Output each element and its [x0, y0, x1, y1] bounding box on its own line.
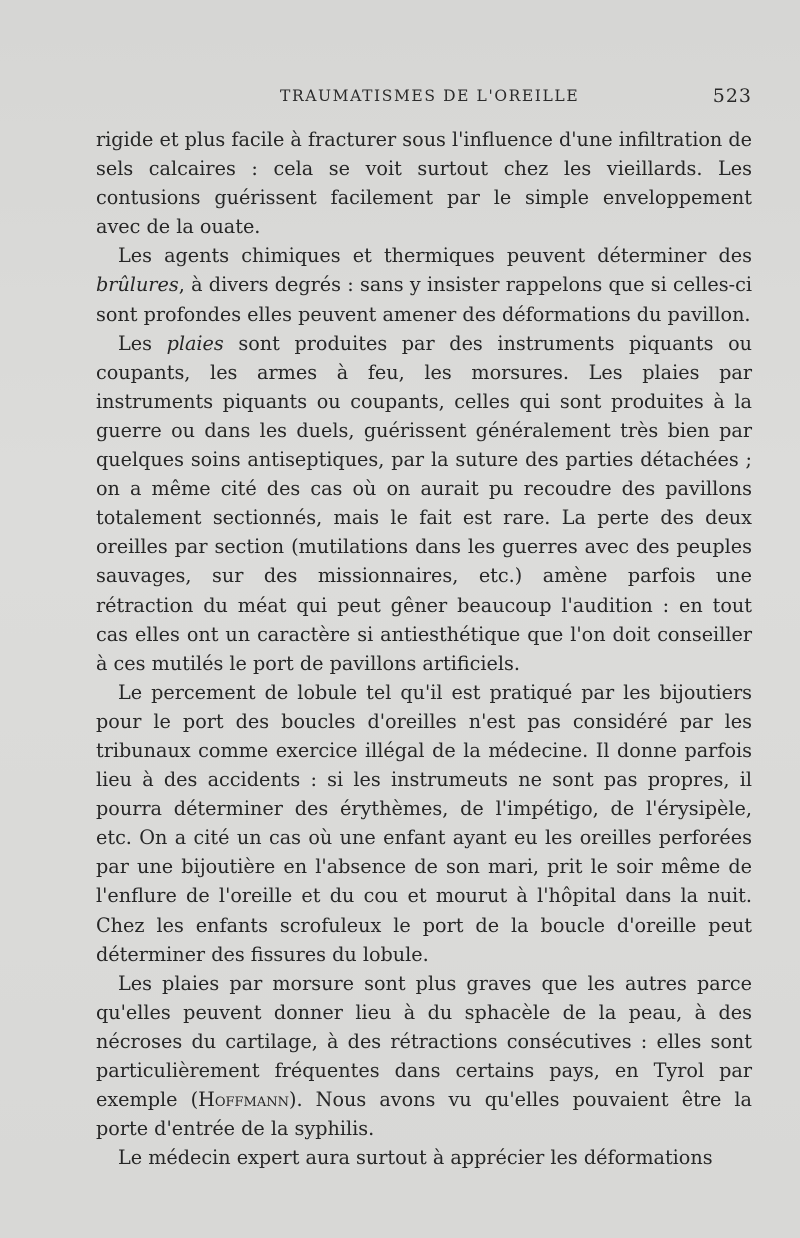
italic-term: plaies: [166, 331, 224, 355]
paragraph: [96, 125, 752, 241]
text-run: ). Nous avons vu qu'elles pouvaient être la porte d'entrée de la syphilis.: [96, 1088, 752, 1141]
page-header: [96, 85, 752, 111]
paragraph: [96, 329, 752, 678]
text-run: Les: [118, 331, 167, 355]
text-run: rigide et plus facile à fracturer sous l'influence d'une infiltration de sels calcaires : cela se voit surtout chez les vieillards. Les contusions guérissent facilement par le simple enveloppement avec de la ouate.: [96, 128, 752, 239]
page-number: 523: [712, 85, 752, 107]
text-run: Le médecin expert aura surtout à apprécier les déformations: [118, 1146, 713, 1170]
body-text: [96, 125, 752, 1172]
text-run: sont produites par des instruments piquants ou coupants, les armes à feu, les morsures. Les plaies par instruments piquants ou coupants, celles qui sont produites à la guerre ou dans les duels, guérissent généralement très bien par quelques soins antiseptiques, par la suture des parties détachées ; on a même cité des cas où on aurait pu recoudre des pavillons totalement sectionnés, mais le fait est rare. La perte des deux oreilles par section (mutilations dans les guerres avec des peuples sauvages, sur des missionnaires, etc.) amène parfois une rétraction du méat qui peut gêner beaucoup l'audition : en tout cas elles ont un caractère si antiesthétique que l'on doit conseiller à ces mutilés le port de pavillons artificiels.: [96, 331, 752, 675]
paragraph: [96, 678, 752, 969]
paragraph: [96, 1143, 752, 1172]
running-head: TRAUMATISMES DE L'OREILLE: [280, 87, 580, 105]
text-run: Les plaies par morsure sont plus graves que les autres parce qu'elles peuvent donner lieu à du sphacèle de la peau, à des nécroses du cartilage, à des rétractions consécutives : elles sont particulièrement fréquentes dans certains pays, en Tyrol par exemple (: [96, 971, 752, 1112]
text-run: Le percement de lobule tel qu'il est pratiqué par les bijoutiers pour le port des boucles d'oreilles n'est pas considéré par les tribunaux comme exercice illégal de la médecine. Il donne parfois lieu à des accidents : si les instrumeuts ne sont pas propres, il pourra déterminer des érythèmes, de l'impétigo, de l'érysipèle, etc. On a cité un cas où une enfant ayant eu les oreilles perforées par une bijoutière en l'absence de son mari, prit le soir même de l'enflure de l'oreille et du cou et mourut à l'hôpital dans la nuit. Chez les enfants scrofuleux le port de la boucle d'oreille peut déterminer des fissures du lobule.: [96, 680, 752, 966]
paragraph: [96, 241, 752, 328]
italic-term: brûlures: [96, 273, 179, 297]
author-name: Hoffmann: [198, 1088, 289, 1112]
text-run: Les agents chimiques et thermiques peuvent déterminer des: [118, 244, 752, 268]
paragraph: [96, 969, 752, 1144]
text-run: , à divers degrés : sans y insister rappelons que si celles-ci sont profondes elles peuvent amener des déformations du pavillon.: [96, 273, 752, 326]
